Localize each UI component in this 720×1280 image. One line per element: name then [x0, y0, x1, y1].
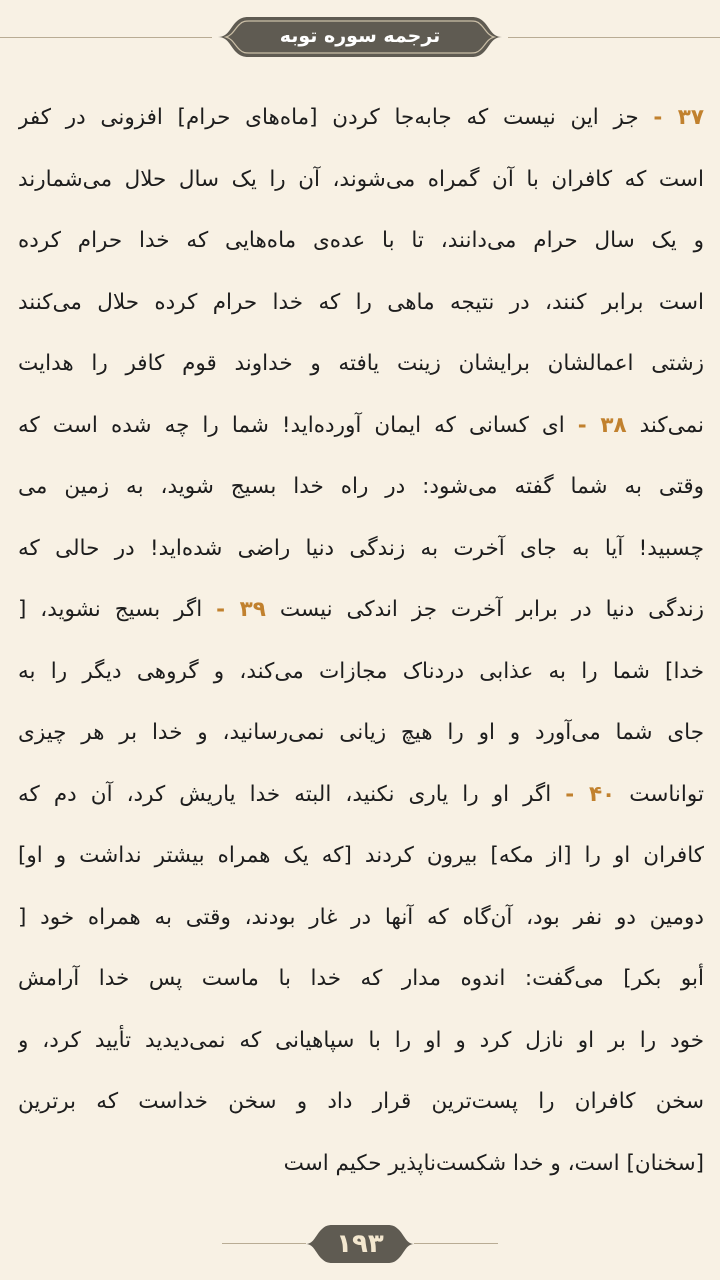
text-line	[18, 1141, 704, 1203]
verse-text: خدا] شما را به عذابی دردناک مجازات می‌کند، و گروهی دیگر را به	[18, 658, 704, 684]
text-line	[18, 710, 704, 772]
text-line	[18, 587, 704, 649]
header-right-divider	[508, 37, 720, 38]
verse-text: أبو بکر] می‌گفت: اندوه مدار که خدا با ماست پس خدا آرامش	[18, 966, 704, 991]
page-header	[0, 14, 720, 62]
verse-text: دومین دو نفر بود، آن‌گاه که آنها در غار بودند، وقتی به همراه خود [	[18, 904, 704, 930]
text-line	[18, 95, 704, 157]
text-line	[18, 649, 704, 711]
verse-number: ۳۸ -	[577, 412, 627, 438]
page-number: ۱۹۳	[336, 1229, 384, 1259]
verse-text: زشتی اعمالشان برایشان زینت یافته و خداوند قوم کافر را هدایت	[18, 351, 704, 376]
text-line	[18, 464, 704, 526]
verse-number: ۳۷ -	[653, 105, 704, 130]
verse-text: اگر بسیج نشوید، [	[18, 597, 217, 622]
page-footer	[0, 1222, 720, 1266]
text-line	[18, 956, 704, 1018]
footer-right-divider	[414, 1243, 498, 1244]
verse-number: ۳۹ -	[216, 597, 266, 622]
verse-text: زندگی دنیا در برابر آخرت جز اندکی نیست	[265, 597, 704, 622]
verse-text: سخن کافران را پست‌ترین قرار داد و سخن خداست که برترین	[18, 1089, 704, 1114]
verse-text: است که کافران با آن گمراه می‌شوند، آن را یک سال حلال می‌شمارند	[18, 166, 704, 192]
page-title: ترجمه سوره توبه	[279, 25, 441, 47]
verse-text: تواناست	[615, 781, 704, 807]
verse-text: ای کسانی که ایمان آورده‌اید! شما را چه شده است که	[18, 412, 578, 438]
verse-text: خود را بر او نازل کرد و او را با سپاهیانی که نمی‌دیدید تأیید کرد، و	[18, 1027, 704, 1053]
verse-text: و یک سال حرام می‌دانند، تا با عده‌ی ماه‌هایی که خدا حرام کرده	[18, 228, 704, 253]
text-line	[18, 895, 704, 957]
header-left-divider	[0, 37, 212, 38]
verse-text: است برابر کنند، در نتیجه ماهی را که خدا حرام کرده حلال می‌کنند	[18, 289, 704, 315]
verse-text: جای شما می‌آورد و او را هیچ زیانی نمی‌رسانید، و خدا بر هر چیزی	[18, 720, 704, 745]
verse-text: وقتی به شما گفته می‌شود: در راه خدا بسیج شوید، به زمین می	[18, 474, 704, 499]
text-line	[18, 403, 704, 465]
text-line	[18, 772, 704, 834]
text-line	[18, 526, 704, 588]
text-line	[18, 1018, 704, 1080]
title-badge	[218, 14, 502, 60]
text-line	[18, 833, 704, 895]
verse-text: جز این نیست که جابه‌جا کردن [ماه‌های حرام] افزونی در کفر	[18, 105, 654, 130]
text-line	[18, 218, 704, 280]
verse-text: چسبید! آیا به جای آخرت به زندگی دنیا راضی شده‌اید! در حالی که	[18, 535, 704, 561]
verse-text: [سخنان] است، و خدا شکست‌ناپذیر حکیم است	[283, 1150, 704, 1176]
page-number-badge	[306, 1222, 414, 1266]
text-line	[18, 341, 704, 403]
translation-text	[18, 95, 704, 1202]
footer-left-divider	[222, 1243, 306, 1244]
text-line	[18, 1079, 704, 1141]
verse-text: اگر او را یاری نکنید، البته خدا یاریش کرد، آن دم که	[18, 781, 566, 807]
text-line	[18, 157, 704, 219]
text-line	[18, 280, 704, 342]
verse-number: ۴۰ -	[565, 781, 616, 807]
verse-text: نمی‌کند	[626, 412, 704, 438]
verse-text: کافران او را [از مکه] بیرون کردند [که یک همراه بیشتر نداشت و او]	[18, 843, 704, 868]
